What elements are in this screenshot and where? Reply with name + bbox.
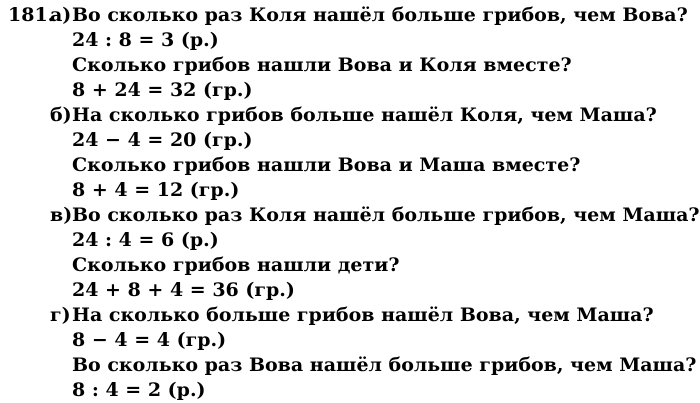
part-label-b: б) (50, 104, 72, 126)
part-label-v: в) (50, 204, 73, 226)
question-line: Сколько грибов нашли дети? (72, 254, 400, 276)
equation-line: 24 + 8 + 4 = 36 (гр.) (72, 279, 295, 301)
equation-line: 8 − 4 = 4 (гр.) (72, 329, 227, 351)
part-content-b (72, 103, 700, 203)
question-line: Во сколько раз Вова нашёл больше грибов, чем Маша? (72, 354, 697, 376)
part-content-a (72, 3, 700, 103)
exercise-part-b (0, 103, 700, 203)
part-label-a: а) (50, 4, 72, 26)
question-line: На сколько грибов больше нашёл Коля, чем Маша? (72, 104, 657, 126)
question-line: Сколько грибов нашли Вова и Коля вместе? (72, 54, 572, 76)
question-line: На сколько больше грибов нашёл Вова, чем Маша? (72, 304, 654, 326)
equation-line: 8 : 4 = 2 (р.) (72, 379, 206, 401)
equation-line: 24 : 8 = 3 (р.) (72, 29, 219, 51)
equation-line: 8 + 4 = 12 (гр.) (72, 179, 240, 201)
part-content-v (72, 203, 700, 303)
part-label-g: г) (50, 304, 71, 326)
exercise-number: 181. (8, 4, 55, 26)
equation-line: 8 + 24 = 32 (гр.) (72, 79, 253, 101)
equation-line: 24 : 4 = 6 (р.) (72, 229, 219, 251)
exercise-part-g (0, 303, 700, 403)
question-line: Во сколько раз Коля нашёл больше грибов, чем Маша? (72, 204, 700, 226)
exercise-part-a (0, 3, 700, 103)
question-line: Сколько грибов нашли Вова и Маша вместе? (72, 154, 581, 176)
part-content-g (72, 303, 700, 403)
question-line: Во сколько раз Коля нашёл больше грибов, чем Вова? (72, 4, 688, 26)
equation-line: 24 − 4 = 20 (гр.) (72, 129, 253, 151)
exercise-part-v (0, 203, 700, 303)
